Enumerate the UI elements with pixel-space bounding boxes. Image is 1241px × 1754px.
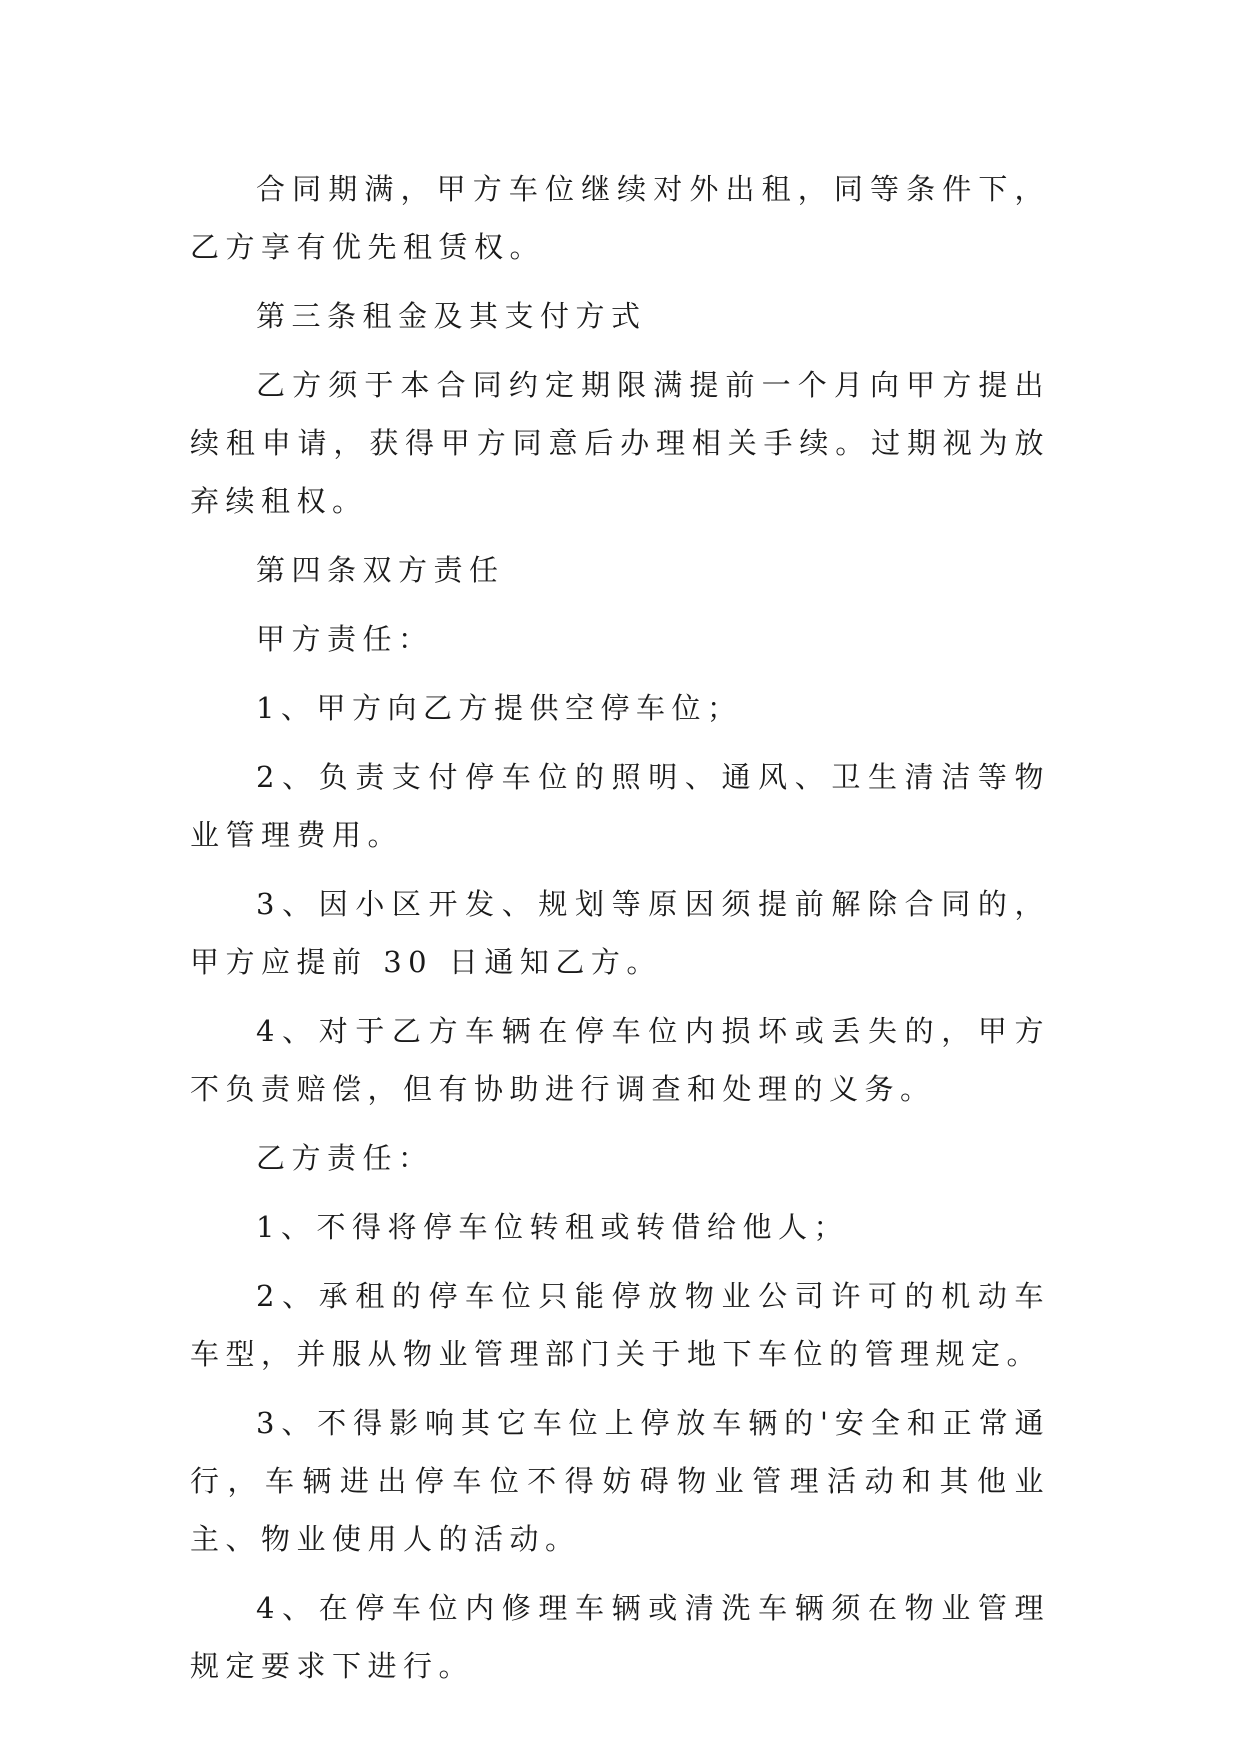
party-b-item-2: 2、承租的停车位只能停放物业公司许可的机动车车型，并服从物业管理部门关于地下车位的管理规定。 [190,1279,1050,1371]
party-a-item-1: 1、甲方向乙方提供空停车位； [256,691,743,725]
party-a-item-4: 4、对于乙方车辆在停车位内损坏或丢失的，甲方不负责赔偿，但有协助进行调查和处理的义务。 [190,1014,1050,1106]
paragraph-renewal: 乙方须于本合同约定期限满提前一个月向甲方提出续租申请，获得甲方同意后办理相关手续。过期视为放弃续租权。 [190,368,1050,518]
heading-party-a-duties: 甲方责任： [256,622,434,656]
party-a-item-3: 3、因小区开发、规划等原因须提前解除合同的，甲方应提前 30 日通知乙方。 [190,887,1050,979]
heading-party-b-duties: 乙方责任： [256,1141,434,1175]
heading-article-3: 第三条租金及其支付方式 [256,299,647,333]
party-b-item-4: 4、在停车位内修理车辆或清洗车辆须在物业管理规定要求下进行。 [190,1591,1050,1683]
heading-article-4: 第四条双方责任 [256,553,505,587]
party-b-item-3: 3、不得影响其它车位上停放车辆的'安全和正常通行，车辆进出停车位不得妨碍物业管理活动和其他业主、物业使用人的活动。 [190,1406,1050,1556]
document-body [190,160,1050,1706]
party-b-item-1: 1、不得将停车位转租或转借给他人； [256,1210,849,1244]
paragraph-lease-expiry: 合同期满，甲方车位继续对外出租，同等条件下，乙方享有优先租赁权。 [190,172,1050,264]
party-a-item-2: 2、负责支付停车位的照明、通风、卫生清洁等物业管理费用。 [190,760,1050,852]
